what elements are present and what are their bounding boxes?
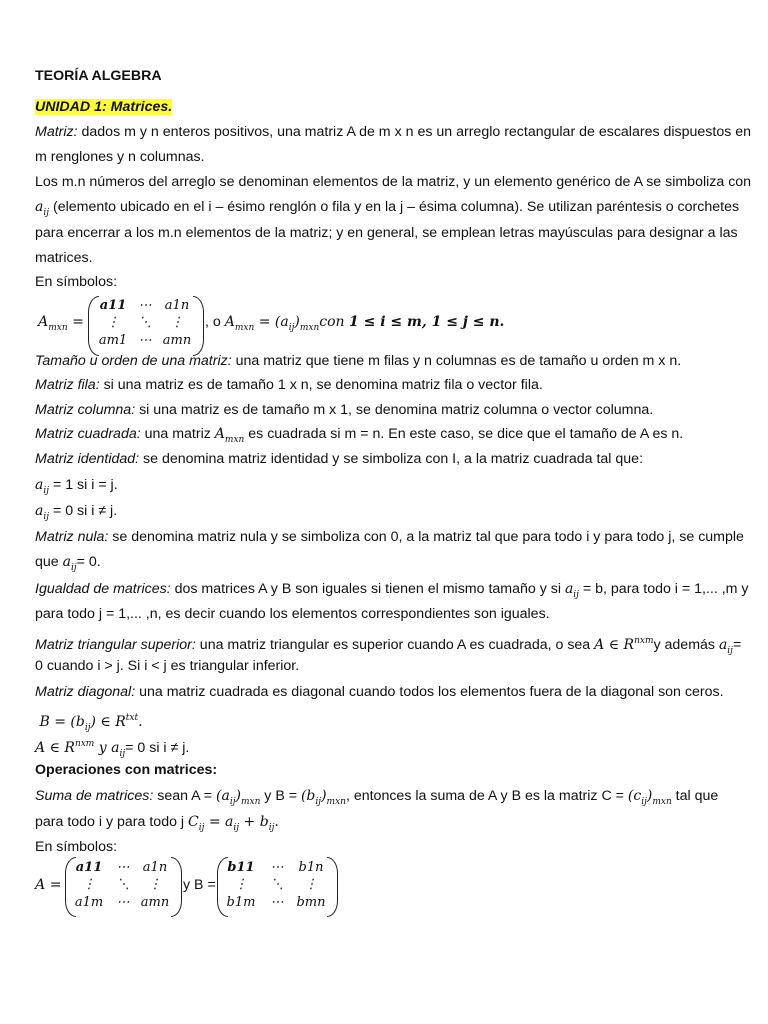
unit-title: UNIDAD 1: Matrices. bbox=[35, 99, 173, 115]
igualdad-def-line-2: para todo j = 1,... ,n, es decir cuando los elementos correspondientes son iguales. bbox=[35, 606, 550, 622]
elements-line-2: $a_{ij}$ (elemento ubicado en el i – ésimo renglón o fila y en la j – ésima columna). Se utilizan paréntesis o corchetes bbox=[35, 199, 740, 218]
nula-def: Matriz nula: se denomina matriz nula y se simboliza con 0, a la matriz tal que para todo i y para todo j, se cumple bbox=[35, 529, 744, 545]
triangular-def-line-2: 0 cuando i > j. Si i < j es triangular inferior. bbox=[35, 658, 300, 674]
unit-heading bbox=[35, 98, 172, 116]
identidad-def: Matriz identidad: se denomina matriz identidad y se simboliza con I, a la matriz cuadrada tal que: bbox=[35, 451, 644, 467]
document-title: TEORÍA ALGEBRA bbox=[35, 68, 162, 84]
nula-def-line-2: que $a_{ij}= 0$. bbox=[35, 554, 101, 573]
matrix-definition-equation: $A_{mxn}$ = a11 ⋯ a1n ⋮ ⋱ ⋮ am1 ⋯ amn , o $A_{mxn} = (a_{ij})_{mxn}con$ 1 ≤ i ≤ m, 1 ≤ j ≤ n. bbox=[35, 296, 735, 356]
suma-def-line-2: para todo i y para todo j $C_{ij} = a_{ij} + b_{ij}$. bbox=[35, 814, 279, 833]
matriz-def-line-1: Matriz: dados m y n enteros positivos, una matriz A de m x n es un arreglo rectangular de escalares dispuestos en bbox=[35, 124, 752, 140]
suma-def: Suma de matrices: sean $A = (a_{ij})_{mxn}$ y $B = (b_{ij})_{mxn}$, entonces la suma de A y B es la matriz $C = (c_{ij})_{mxn}$ tal que bbox=[35, 788, 719, 807]
sum-matrices-equation: A = a11 ⋯ a1n ⋮ ⋱ ⋮ a1m ⋯ amn y B = b11 ⋯ b1n ⋮ ⋱ ⋮ b1m ⋯ bmn bbox=[35, 857, 735, 917]
diagonal-def: Matriz diagonal: una matriz cuadrada es diagonal cuando todos los elementos fuera de la diagonal son ceros. bbox=[35, 684, 724, 700]
elements-line-3: para encerrar a los m.n elementos de la matriz; y en general, se emplean letras mayúsculas para designar a las bbox=[35, 225, 738, 241]
fila-def: Matriz fila: si una matriz es de tamaño 1 x n, se denomina matriz fila o vector fila. bbox=[35, 377, 543, 393]
en-simbolos-label-2: En símbolos: bbox=[35, 839, 118, 855]
matriz-def-line-2: m renglones y n columnas. bbox=[35, 149, 205, 165]
operaciones-heading: Operaciones con matrices: bbox=[35, 762, 218, 778]
cuadrada-def: Matriz cuadrada: una matriz $A_{mxn}$ es cuadrada si m = n. En este caso, se dice que el tamaño de A es n. bbox=[35, 426, 684, 445]
en-simbolos-label: En símbolos: bbox=[35, 274, 118, 290]
diagonal-b-line: $B = (b_{ij})$ ∈ $R^{txt}$. bbox=[35, 713, 143, 733]
right-paren bbox=[193, 296, 204, 356]
tamano-def: Tamaño u orden de una matriz: una matriz que tiene m filas y n columnas es de tamaño u orden m x n. bbox=[35, 353, 682, 369]
columna-def: Matriz columna: si una matriz es de tamaño m x 1, se denomina matriz columna o vector columna. bbox=[35, 402, 654, 418]
elements-line-4: matrices. bbox=[35, 250, 93, 266]
right-paren-b bbox=[327, 857, 338, 917]
triangular-def: Matriz triangular superior: una matriz triangular es superior cuando A es cuadrada, o sea A ∈ $R^{nxm}y$ además $a_{ij}=$ bbox=[35, 636, 742, 656]
igualdad-def: Igualdad de matrices: dos matrices A y B son iguales si tienen el mismo tamaño y si $a_{ij} = b$, para todo i = 1,... ,m y bbox=[35, 581, 749, 600]
elements-line-1: Los m.n números del arreglo se denominan elementos de la matriz, y un elemento genérico de A se simboliza con bbox=[35, 174, 752, 190]
identidad-rule-1: $a_{ij} = 1$ si i = j. bbox=[35, 477, 118, 496]
identidad-rule-2: $a_{ij} = 0$ si i ≠ j. bbox=[35, 503, 118, 522]
diagonal-a-line: A ∈ $R^{nxm}$ y $a_{ij}= 0$ si i ≠ j. bbox=[35, 739, 190, 759]
right-paren-a bbox=[171, 857, 182, 917]
